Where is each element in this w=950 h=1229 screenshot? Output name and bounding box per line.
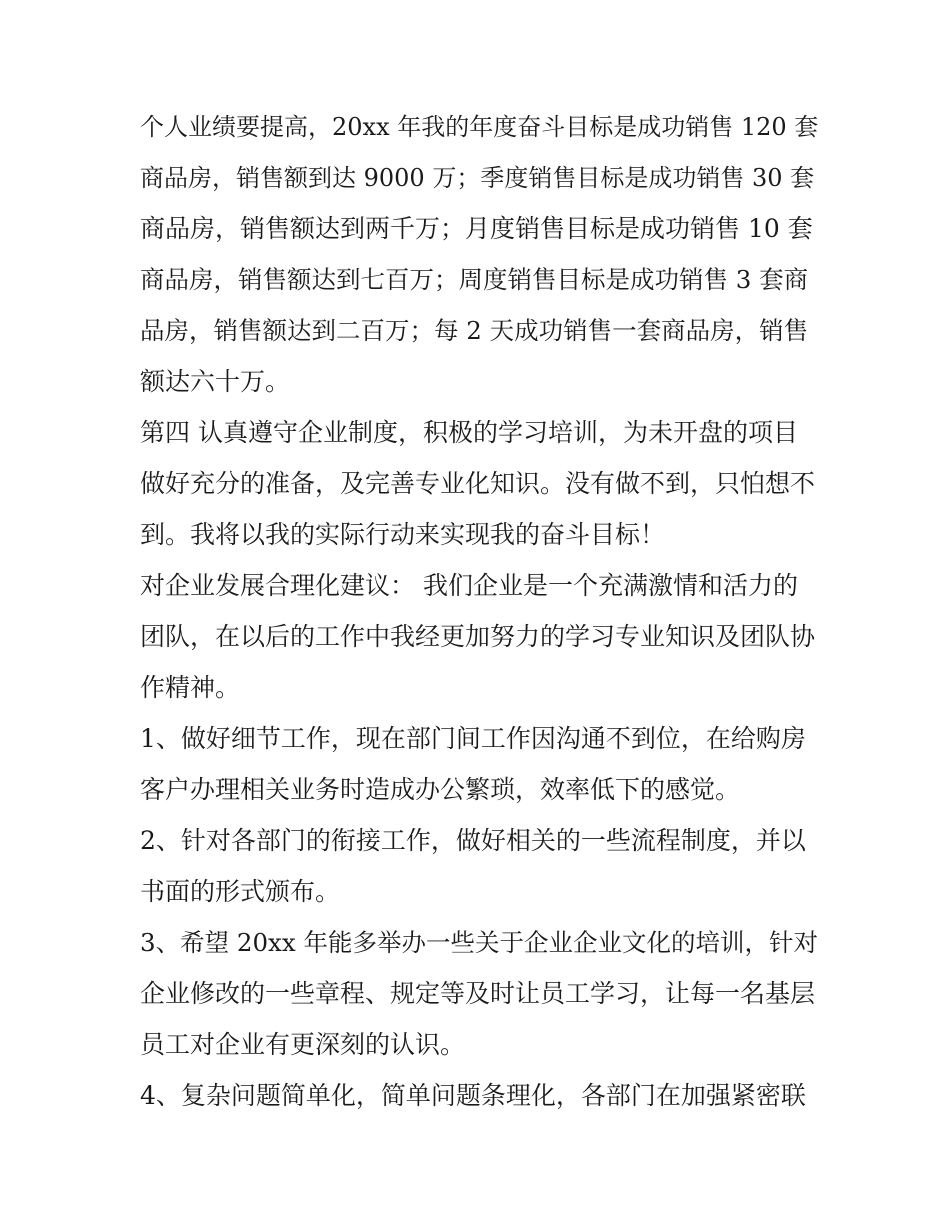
text-line: 作精神。 — [140, 673, 241, 702]
text-line: 到。我将以我的实际行动来实现我的奋斗目标！ — [140, 520, 666, 549]
text-line: 对企业发展合理化建议： 我们企业是一个充满激情和活力的 — [140, 571, 798, 600]
text-line: 团队，在以后的工作中我经更加努力的学习专业知识及团队协 — [140, 622, 816, 651]
text-line: 个人业绩要提高，20xx 年我的年度奋斗目标是成功销售 120 套 — [140, 113, 819, 141]
text-line: 第四 认真遵守企业制度，积极的学习培训，为未开盘的项目 — [140, 418, 798, 447]
text-line: 商品房，销售额达到两千万；月度销售目标是成功销售 10 套 — [140, 214, 813, 243]
text-line: 员工对企业有更深刻的认识。 — [140, 1030, 466, 1059]
text-line: 企业修改的一些章程、规定等及时让员工学习，让每一名基层 — [140, 979, 816, 1008]
text-line: 4、复杂问题简单化，简单问题条理化，各部门在加强紧密联 — [140, 1081, 806, 1110]
text-line: 书面的形式颁布。 — [140, 877, 341, 906]
text-line: 品房，销售额达到二百万；每 2 天成功销售一套商品房，销售 — [140, 316, 809, 345]
text-line: 2、针对各部门的衔接工作，做好相关的一些流程制度，并以 — [140, 826, 806, 855]
text-line: 1、做好细节工作，现在部门间工作因沟通不到位，在给购房 — [140, 724, 806, 753]
text-line: 3、希望 20xx 年能多举办一些关于企业企业文化的培训，针对 — [140, 928, 818, 957]
text-line: 商品房，销售额到达 9000 万；季度销售目标是成功销售 30 套 — [140, 164, 815, 192]
text-line: 商品房，销售额达到七百万；周度销售目标是成功销售 3 套商 — [140, 265, 809, 294]
text-line: 客户办理相关业务时造成办公繁琐，效率低下的感觉。 — [140, 775, 741, 804]
text-line: 额达六十万。 — [140, 367, 291, 396]
text-line: 做好充分的准备，及完善专业化知识。没有做不到，只怕想不 — [140, 469, 816, 498]
